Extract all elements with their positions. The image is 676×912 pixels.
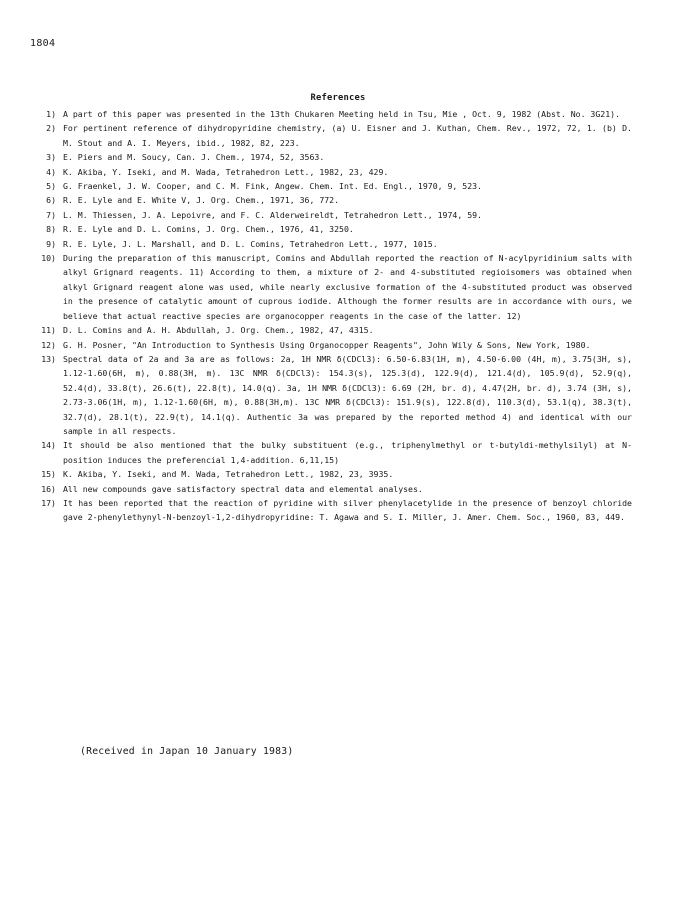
reference-text: During the preparation of this manuscript, Comins and Abdullah reported the reaction of N-acylpyridinium salts with alkyl Grignard reagents. 11) According to them, a mixture of 2- and 4-substituted regioisomers was obtained when alkyl Grignard reagent alone was used, while nearly exclusive formation of the 4-substituted product was observed in the presence of catalytic amount of cuprous iodide. Although the former results are in accordance with ours, we believe that actual reactive species are organocopper reagents in the case of the latter. 12) (63, 253, 632, 321)
reference-text: R. E. Lyle, J. L. Marshall, and D. L. Comins, Tetrahedron Lett., 1977, 1015. (63, 238, 438, 249)
reference-item (22, 193, 632, 207)
reference-number: 5) (46, 181, 56, 192)
reference-item (22, 121, 632, 150)
reference-text: R. E. Lyle and D. L. Comins, J. Org. Chem., 1976, 41, 3250. (63, 224, 354, 235)
references-heading: References (310, 93, 366, 103)
reference-text: It should be also mentioned that the bulky substituent (e.g., triphenylmethyl or t-butyldi-methylsilyl) at N-position induces the preferencial 1,4-addition. 6,11,15) (63, 440, 632, 465)
reference-item (22, 467, 632, 481)
reference-text: G. Fraenkel, J. W. Cooper, and C. M. Fink, Angew. Chem. Int. Ed. Engl., 1970, 9, 523. (63, 181, 482, 192)
reference-text: All new compounds gave satisfactory spectral data and elemental analyses. (63, 483, 423, 494)
reference-number: 2) (46, 123, 56, 134)
reference-number: 8) (46, 224, 56, 235)
reference-text: G. H. Posner, "An Introduction to Synthesis Using Organocopper Reagents", John Wily & Sons, New York, 1980. (63, 339, 591, 350)
reference-text: For pertinent reference of dihydropyridine chemistry, (a) U. Eisner and J. Kuthan, Chem. Rev., 1972, 72, 1. (b) D. M. Stout and A. I. Meyers, ibid., 1982, 82, 223. (63, 123, 632, 148)
reference-number: 7) (46, 209, 56, 220)
reference-item (22, 237, 632, 251)
reference-number: 6) (46, 195, 56, 206)
reference-text: K. Akiba, Y. Iseki, and M. Wada, Tetrahedron Lett., 1982, 23, 429. (63, 166, 389, 177)
reference-number: 4) (46, 166, 56, 177)
reference-item (22, 179, 632, 193)
reference-item (22, 438, 632, 467)
page-number: 1804 (30, 38, 56, 49)
reference-item (22, 338, 632, 352)
reference-number: 10) (41, 253, 56, 264)
reference-text: K. Akiba, Y. Iseki, and M. Wada, Tetrahedron Lett., 1982, 23, 3935. (63, 469, 394, 480)
reference-text: It has been reported that the reaction of pyridine with silver phenylacetylide in the presence of benzoyl chloride gave 2-phenylethynyl-N-benzoyl-1,2-dihydropyridine: T. Agawa and S. I. Miller, J. Amer. Chem. Soc., 1960, 83, 449. (63, 497, 632, 523)
reference-item (22, 496, 632, 525)
reference-item (22, 251, 632, 323)
reference-number: 12) (41, 339, 56, 350)
reference-number: 17) (41, 497, 56, 508)
reference-text: D. L. Comins and A. H. Abdullah, J. Org. Chem., 1982, 47, 4315. (63, 325, 374, 336)
reference-item (22, 107, 632, 121)
reference-item (22, 208, 632, 222)
reference-item (22, 165, 632, 179)
reference-text: R. E. Lyle and E. White V, J. Org. Chem., 1971, 36, 772. (63, 195, 340, 206)
reference-text: E. Piers and M. Soucy, Can. J. Chem., 1974, 52, 3563. (63, 152, 325, 163)
received-date: (Received in Japan 10 January 1983) (80, 746, 294, 757)
reference-number: 1) (46, 109, 56, 119)
reference-item (22, 323, 632, 337)
reference-item (22, 352, 632, 438)
reference-item (22, 150, 632, 164)
reference-list (22, 107, 632, 525)
reference-number: 9) (46, 238, 56, 249)
reference-number: 14) (41, 440, 56, 451)
reference-number: 15) (41, 469, 56, 480)
reference-item (22, 482, 632, 496)
reference-text: L. M. Thiessen, J. A. Lepoivre, and F. C. Alderweireldt, Tetrahedron Lett., 1974, 59. (63, 209, 482, 220)
reference-number: 3) (46, 152, 56, 163)
reference-number: 16) (41, 483, 56, 494)
reference-number: 13) (41, 353, 56, 364)
reference-item (22, 222, 632, 236)
reference-text: Spectral data of 2a and 3a are as follows: 2a, 1H NMR δ(CDCl3): 6.50-6.83(1H, m), 4.50-6.00 (4H, m), 3.75(3H, s), 1.12-1.60(6H, m), 0.88(3H, m). 13C NMR δ(CDCl3): 154.3(s), 125.3(d), 122.9(d), 121.4(d), 105.9(d), 52.9(q), 52.4(d), 33.8(t), 26.6(t), 22.8(t), 14.0(q). 3a, 1H NMR δ(CDCl3): 6.69 (2H, br. d), 4.47(2H, br. d), 3.74 (3H, s), 2.73-3.06(1H, m), 1.12-1.60(6H, m), 0.88(3H,m). 13C NMR δ(CDCl3): 151.9(s), 122.8(d), 110.3(d), 53.1(q), 38.3(t), 32.7(d), 28.1(t), 22.9(t), 14.1(q). Authentic 3a was prepared by the reported method 4) and identical with our sample in all respects. (63, 353, 632, 436)
reference-number: 11) (41, 325, 56, 336)
reference-text: A part of this paper was presented in the 13th Chukaren Meeting held in Tsu, Mie , Oct. 9, 1982 (Abst. No. 3G21). (63, 109, 621, 119)
